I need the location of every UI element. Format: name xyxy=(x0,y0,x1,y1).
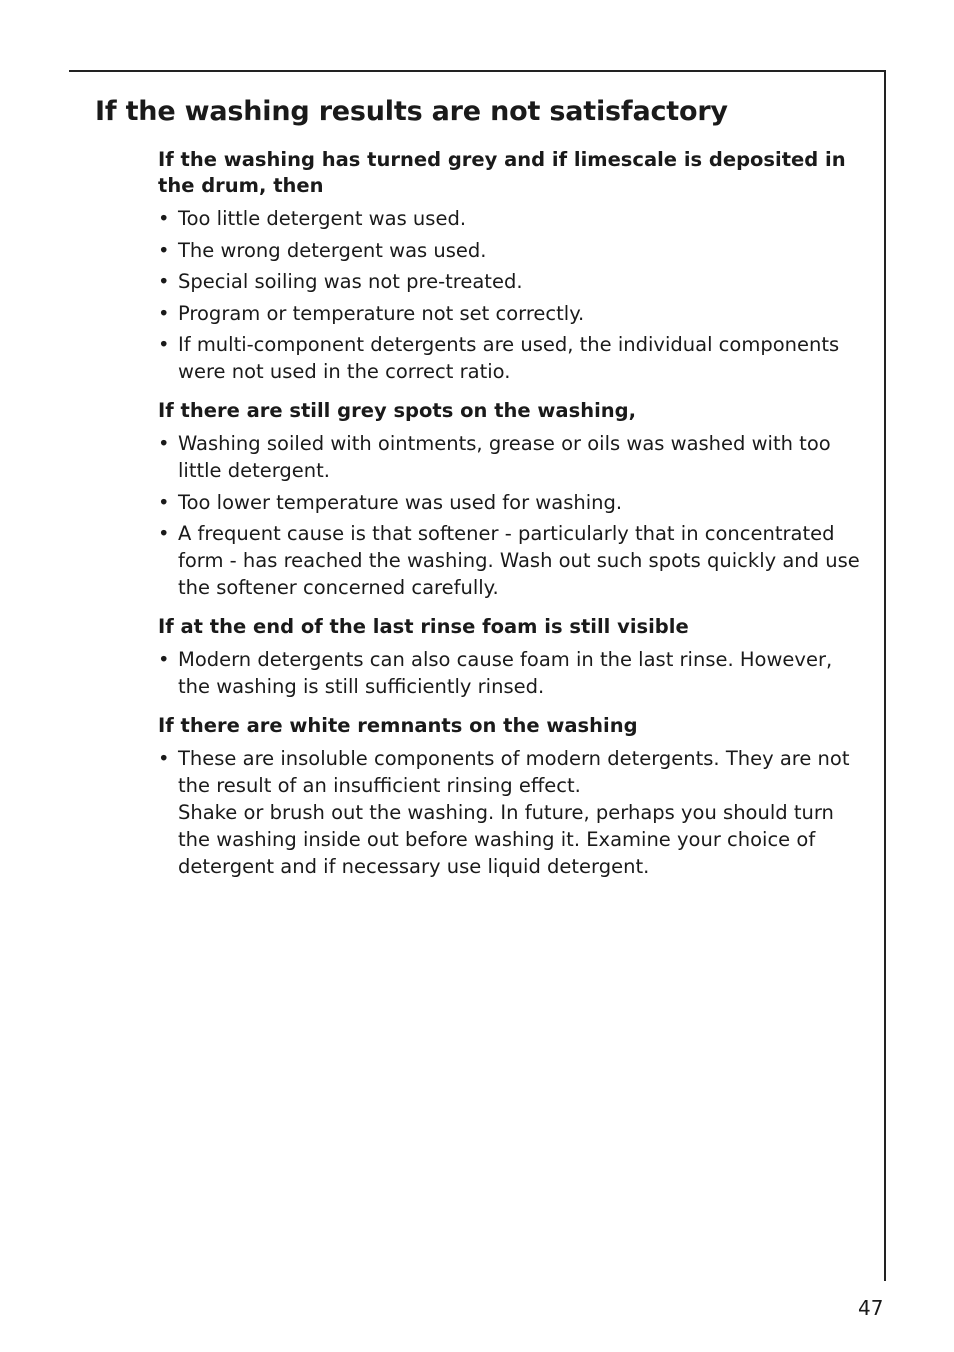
list-item: • If multi-component detergents are used, the individual components were not used in the correct ratio. xyxy=(158,331,868,385)
section-foam-visible xyxy=(158,614,868,700)
list-item-extra-text: Shake or brush out the washing. In future, perhaps you should turn the washing inside out before washing it. Examine your choice of detergent and if necessary use liquid detergent. xyxy=(178,801,834,878)
section-heading: If the washing has turned grey and if limescale is deposited in the drum, then xyxy=(158,148,846,197)
content xyxy=(158,147,868,885)
bullet-list xyxy=(158,430,868,601)
page-title: If the washing results are not satisfactory xyxy=(95,96,728,127)
top-rule xyxy=(69,70,886,72)
section-heading: If there are still grey spots on the washing, xyxy=(158,399,637,422)
list-item: • Program or temperature not set correctly. xyxy=(158,300,868,327)
list-item-text: • These are insoluble components of modern detergents. They are not the result of an insufficient rinsing effect. xyxy=(178,747,850,797)
list-item: • The wrong detergent was used. xyxy=(158,237,868,264)
list-item: • Too lower temperature was used for washing. xyxy=(158,489,868,516)
list-item xyxy=(158,745,868,880)
bullet-list xyxy=(158,745,868,880)
section-white-remnants xyxy=(158,713,868,880)
section-heading: If there are white remnants on the washing xyxy=(158,714,638,737)
section-grey-spots xyxy=(158,398,868,601)
list-item: • Washing soiled with ointments, grease or oils was washed with too little detergent. xyxy=(158,430,868,484)
section-heading: If at the end of the last rinse foam is still visible xyxy=(158,615,689,638)
list-item: • Modern detergents can also cause foam in the last rinse. However, the washing is still sufficiently rinsed. xyxy=(158,646,868,700)
page-number: 47 xyxy=(858,1296,884,1320)
list-item: • A frequent cause is that softener - particularly that in concentrated form - has reached the washing. Wash out such spots quickly and use the softener concerned carefully. xyxy=(158,520,868,601)
section-grey-limescale xyxy=(158,147,868,385)
list-item: • Special soiling was not pre-treated. xyxy=(158,268,868,295)
bullet-list xyxy=(158,205,868,385)
list-item: • Too little detergent was used. xyxy=(158,205,868,232)
right-rule xyxy=(884,70,886,1281)
bullet-list xyxy=(158,646,868,700)
